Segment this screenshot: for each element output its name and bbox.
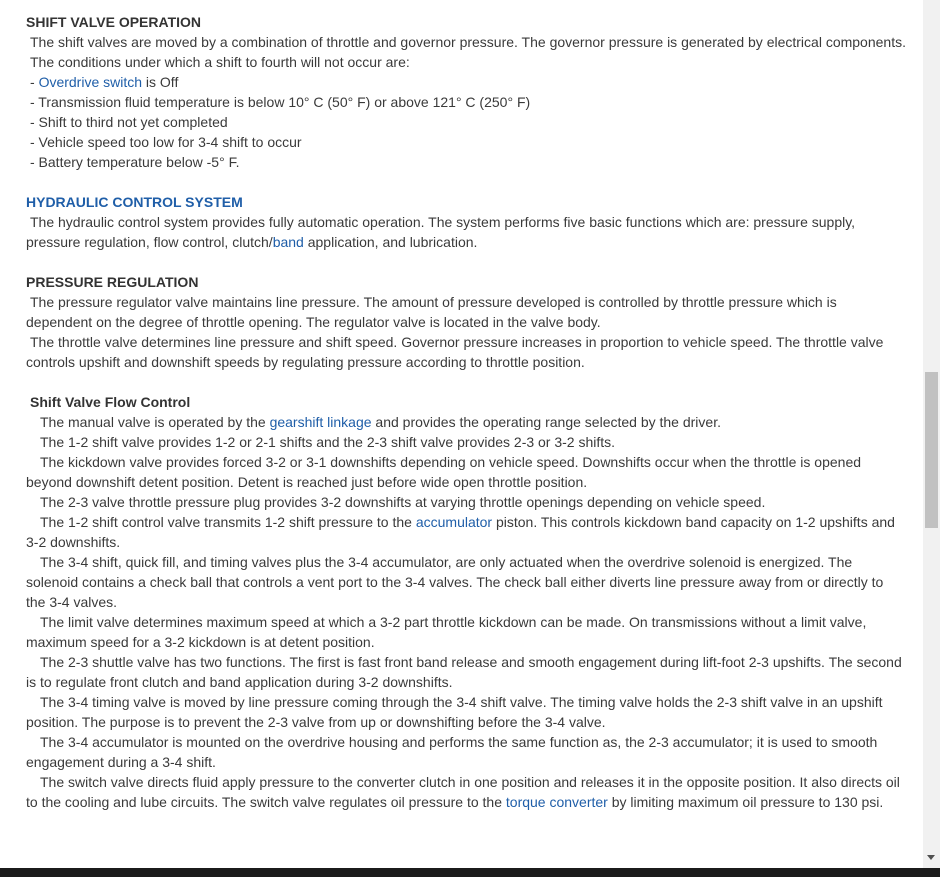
- scroll-down-arrow-icon[interactable]: [927, 855, 935, 860]
- text-segment: The limit valve determines maximum speed at which a 3-2 part throttle kickdown can be made. On transmissions without a limit valve, maximum speed for a 3-2 kickdown is at detent position.: [26, 614, 867, 650]
- paragraph: [26, 32, 906, 52]
- text-segment: The 3-4 accumulator is mounted on the overdrive housing and performs the same function as, the 2-3 accumulator; it is used to smooth engagement during a 3-4 shift.: [26, 734, 878, 770]
- paragraph: [26, 452, 906, 492]
- text-segment: The 3-4 shift, quick fill, and timing valves plus the 3-4 accumulator, are only actuated when the overdrive solenoid is energized. The solenoid contains a check ball that controls a vent port to the 3-4 valves. The check ball either diverts line pressure away from or directly to the 3-4 valves.: [26, 554, 884, 610]
- paragraph: [26, 732, 906, 772]
- text-segment: piston. This controls kickdown band capacity on 1-2 upshifts and 3-2 downshifts.: [26, 514, 895, 550]
- text-segment: The 1-2 shift control valve transmits 1-2 shift pressure to the: [40, 514, 416, 530]
- text-segment: application, and lubrication.: [303, 234, 478, 250]
- paragraph: [26, 492, 906, 512]
- text-segment: is Off: [142, 74, 179, 90]
- list-item: [26, 152, 906, 172]
- glossary-link[interactable]: accumulator: [415, 514, 493, 530]
- text-segment: The 2-3 valve throttle pressure plug provides 3-2 downshifts at varying throttle openings depending on vehicle speed.: [40, 494, 766, 510]
- section-heading: PRESSURE REGULATION: [26, 274, 199, 290]
- list-item: [26, 132, 906, 152]
- section-heading: Shift Valve Flow Control: [30, 394, 191, 410]
- paragraph: [26, 552, 906, 612]
- list-item: [26, 112, 906, 132]
- text-segment: -: [30, 74, 39, 90]
- text-segment: - Shift to third not yet completed: [30, 114, 228, 130]
- vertical-scrollbar[interactable]: [923, 0, 940, 868]
- text-segment: - Transmission fluid temperature is below 10° C (50° F) or above 121° C (250° F): [30, 94, 531, 110]
- section: [26, 12, 906, 172]
- text-segment: and provides the operating range selected by the driver.: [371, 414, 721, 430]
- paragraph: [26, 432, 906, 452]
- list-item: [26, 72, 906, 92]
- paragraph: [26, 772, 906, 812]
- glossary-link[interactable]: gearshift linkage: [269, 414, 372, 430]
- document-content: [26, 12, 906, 832]
- paragraph: [26, 212, 906, 252]
- text-segment: The manual valve is operated by the: [40, 414, 270, 430]
- text-segment: The kickdown valve provides forced 3-2 or 3-1 downshifts depending on vehicle speed. Downshifts occur when the throttle is opened beyond downshift detent position. Detent is reached just before wide open throttle position.: [26, 454, 862, 490]
- section-heading: SHIFT VALVE OPERATION: [26, 14, 202, 30]
- text-segment: - Vehicle speed too low for 3-4 shift to occur: [30, 134, 302, 150]
- paragraph: [26, 292, 906, 332]
- text-segment: The shift valves are moved by a combination of throttle and governor pressure. The governor pressure is generated by electrical components.: [30, 34, 906, 50]
- section: [26, 192, 906, 252]
- text-segment: The throttle valve determines line pressure and shift speed. Governor pressure increases in proportion to vehicle speed. The throttle valve controls upshift and downshift speeds by regulating pressure according to throttle position.: [26, 334, 884, 370]
- paragraph: [26, 512, 906, 552]
- paragraph: [26, 52, 906, 72]
- paragraph: [26, 692, 906, 732]
- glossary-link[interactable]: torque converter: [505, 794, 608, 810]
- text-segment: The pressure regulator valve maintains line pressure. The amount of pressure developed is controlled by throttle pressure which is dependent on the degree of throttle opening. The regulator valve is located in the valve body.: [26, 294, 837, 330]
- section-heading: HYDRAULIC CONTROL SYSTEM: [26, 194, 243, 210]
- text-segment: The switch valve directs fluid apply pressure to the converter clutch in one position and releases it in the opposite position. It also directs oil to the cooling and lube circuits. The switch valve regulates oil pressure to the: [26, 774, 900, 810]
- paragraph: [26, 612, 906, 652]
- text-segment: The conditions under which a shift to fourth will not occur are:: [30, 54, 410, 70]
- paragraph: [26, 652, 906, 692]
- paragraph: [26, 412, 906, 432]
- section: [26, 392, 906, 812]
- glossary-link[interactable]: Overdrive switch: [38, 74, 143, 90]
- text-segment: The 2-3 shuttle valve has two functions. The first is fast front band release and smooth engagement during lift-foot 2-3 upshifts. The second is to regulate front clutch and band application during 3-2 downshifts.: [26, 654, 902, 690]
- paragraph: [26, 332, 906, 372]
- bottom-bar: [0, 868, 940, 877]
- text-segment: The 1-2 shift valve provides 1-2 or 2-1 shifts and the 2-3 shift valve provides 2-3 or 3-2 shifts.: [40, 434, 616, 450]
- glossary-link[interactable]: band: [272, 234, 304, 250]
- list-item: [26, 92, 906, 112]
- text-segment: by limiting maximum oil pressure to 130 psi.: [607, 794, 884, 810]
- text-segment: The hydraulic control system provides fully automatic operation. The system performs five basic functions which are: pressure supply, pressure regulation, flow control, clutch/: [26, 214, 856, 250]
- text-segment: The 3-4 timing valve is moved by line pressure coming through the 3-4 shift valve. The timing valve holds the 2-3 shift valve in an upshift position. The purpose is to prevent the 2-3 valve from up or downshifting before the 3-4 valve.: [26, 694, 883, 730]
- section: [26, 272, 906, 372]
- scrollbar-thumb[interactable]: [925, 372, 938, 528]
- text-segment: - Battery temperature below -5° F.: [30, 154, 240, 170]
